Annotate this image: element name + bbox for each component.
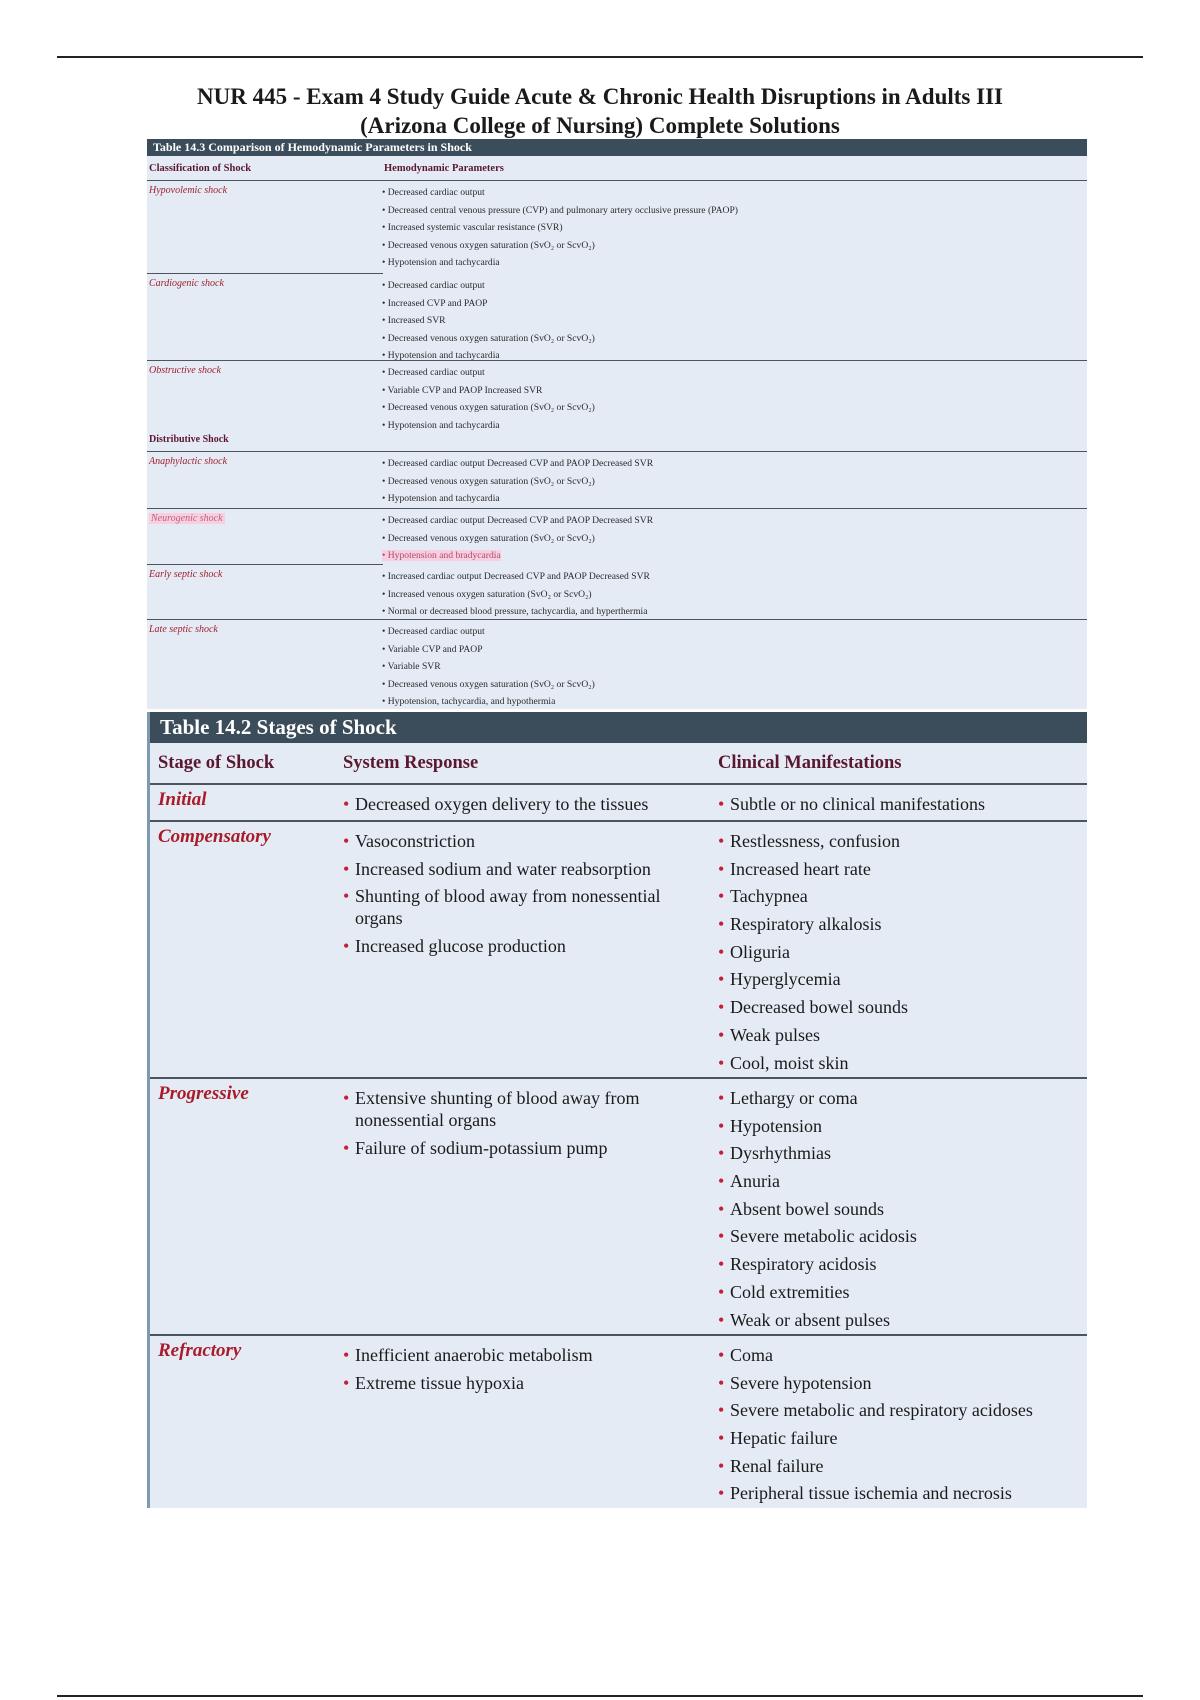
clinical-manifestation-item: • Tachypnea [718, 885, 1087, 907]
clinical-manifestation-item: • Hypotension [718, 1115, 1087, 1137]
parameter-item: • Normal or decreased blood pressure, tachycardia, and hyperthermia [382, 606, 648, 618]
clinical-manifestation-item: • Coma [718, 1344, 1087, 1366]
parameter-list [147, 565, 1087, 623]
parameter-item: • Variable SVR [382, 661, 441, 673]
column-header-system-response: System Response [343, 753, 479, 773]
parameter-item: • Decreased cardiac output [382, 187, 485, 198]
document-title-line-2: (Arizona College of Nursing) Complete Solutions [360, 113, 840, 138]
system-response-item: • Increased glucose production [343, 935, 708, 957]
stage-row-compensatory [150, 822, 1087, 1079]
clinical-manifestation-item: • Weak or absent pulses [718, 1309, 1087, 1331]
parameter-item: • Decreased cardiac output [382, 367, 485, 378]
system-response-item: • Vasoconstriction [343, 830, 708, 852]
parameter-item: • Increased systemic vascular resistance (SVR) [382, 222, 563, 234]
table-row-cardiogenic [147, 274, 1087, 361]
stage-name: Refractory [158, 1340, 242, 1361]
parameter-list [147, 361, 1087, 436]
clinical-manifestation-item: • Increased heart rate [718, 858, 1087, 880]
parameter-list [147, 181, 1087, 274]
system-response-item: • Failure of sodium-potassium pump [343, 1137, 708, 1159]
top-rule [57, 56, 1143, 58]
parameter-item: • Increased SVR [382, 315, 446, 327]
stage-row-refractory [150, 1336, 1087, 1508]
parameter-item: • Hypotension and tachycardia [382, 350, 500, 362]
parameter-item: • Increased CVP and PAOP [382, 297, 488, 309]
clinical-manifestation-item: • Weak pulses [718, 1024, 1087, 1046]
table-14-3-caption: Table 14.3 Comparison of Hemodynamic Parameters in Shock [147, 139, 1087, 156]
clinical-manifestations-list [718, 1344, 1087, 1508]
document-title [0, 82, 1200, 140]
table-14-2-header-row [150, 743, 1087, 785]
parameter-item: • Hypotension and tachycardia [382, 493, 500, 505]
parameter-item: • Decreased venous oxygen saturation (SvO₂ or ScvO₂) [382, 332, 595, 344]
parameter-item: • Decreased venous oxygen saturation (SvO₂ or ScvO₂) [382, 239, 595, 251]
clinical-manifestation-item: • Decreased bowel sounds [718, 996, 1087, 1018]
clinical-manifestations-list [718, 793, 1087, 821]
clinical-manifestation-item: • Lethargy or coma [718, 1087, 1087, 1109]
clinical-manifestation-item: • Dysrhythmias [718, 1142, 1087, 1164]
shock-classification: Early septic shock [149, 569, 223, 580]
system-response-item: • Extreme tissue hypoxia [343, 1372, 708, 1394]
table-row-distributive-section [147, 433, 1087, 452]
parameter-item: • Decreased cardiac output [382, 280, 485, 291]
system-response-item: • Increased sodium and water reabsorption [343, 858, 708, 880]
table-row-obstructive [147, 361, 1087, 433]
parameter-list [147, 274, 1087, 367]
clinical-manifestation-item: • Renal failure [718, 1455, 1087, 1477]
clinical-manifestation-item: • Respiratory alkalosis [718, 913, 1087, 935]
table-row-anaphylactic [147, 452, 1087, 509]
system-response-item: • Decreased oxygen delivery to the tissues [343, 793, 708, 815]
clinical-manifestation-item: • Oliguria [718, 941, 1087, 963]
table-row-late-septic [147, 620, 1087, 709]
parameter-item: • Decreased central venous pressure (CVP) and pulmonary artery occlusive pressure (PAOP) [382, 204, 738, 216]
parameter-item: • Decreased venous oxygen saturation (SvO₂ or ScvO₂) [382, 475, 595, 487]
shock-classification: Cardiogenic shock [149, 278, 224, 289]
stage-row-initial [150, 785, 1087, 822]
system-response-item: • Inefficient anaerobic metabolism [343, 1344, 708, 1366]
stage-name: Compensatory [158, 826, 271, 847]
table-14-2-stages-of-shock [147, 712, 1087, 1508]
parameter-item: • Variable CVP and PAOP [382, 643, 483, 655]
parameter-item: • Increased venous oxygen saturation (SvO₂ or ScvO₂) [382, 588, 592, 600]
parameter-item: • Variable CVP and PAOP Increased SVR [382, 384, 543, 396]
parameter-list [147, 452, 1087, 510]
shock-classification: Anaphylactic shock [149, 456, 228, 467]
clinical-manifestations-list [718, 830, 1087, 1079]
shock-classification: Obstructive shock [149, 365, 221, 376]
parameter-item: • Decreased venous oxygen saturation (SvO₂ or ScvO₂) [382, 402, 595, 414]
clinical-manifestation-item: • Subtle or no clinical manifestations [718, 793, 1087, 815]
parameter-item: • Decreased cardiac output [382, 626, 485, 637]
parameter-item: • Decreased cardiac output Decreased CVP and PAOP Decreased SVR [382, 458, 654, 469]
clinical-manifestation-item: • Hepatic failure [718, 1427, 1087, 1449]
shock-classification-highlighted: Neurogenic shock [151, 513, 223, 524]
table-row-neurogenic [147, 509, 1087, 565]
clinical-manifestation-item: • Cold extremities [718, 1281, 1087, 1303]
column-header-stage: Stage of Shock [158, 753, 275, 773]
section-heading: Distributive Shock [149, 434, 229, 445]
clinical-manifestation-item: • Severe metabolic acidosis [718, 1225, 1087, 1247]
bottom-rule [57, 1695, 1143, 1697]
parameter-item: • Hypotension and tachycardia [382, 257, 500, 269]
clinical-manifestation-item: • Cool, moist skin [718, 1052, 1087, 1074]
clinical-manifestations-list [718, 1087, 1087, 1336]
column-header-classification: Classification of Shock [149, 163, 252, 174]
clinical-manifestation-item: • Respiratory acidosis [718, 1253, 1087, 1275]
parameter-item: • Hypotension, tachycardia, and hypothermia [382, 696, 556, 708]
column-header-parameters: Hemodynamic Parameters [384, 163, 504, 174]
clinical-manifestation-item: • Absent bowel sounds [718, 1198, 1087, 1220]
highlight-mark: • Hypotension and bradycardia [382, 550, 501, 562]
clinical-manifestation-item: • Peripheral tissue ischemia and necrosis [718, 1482, 1087, 1504]
column-header-clinical-manifestations: Clinical Manifestations [718, 753, 902, 773]
system-response-list [343, 793, 708, 821]
shock-classification: Late septic shock [149, 624, 218, 635]
table-14-2-caption: Table 14.2 Stages of Shock [150, 712, 1087, 743]
parameter-item: • Decreased venous oxygen saturation (SvO₂ or ScvO₂) [382, 532, 595, 544]
system-response-list [343, 1344, 708, 1399]
system-response-item: • Shunting of blood away from nonessential organs [343, 885, 708, 929]
stage-name: Progressive [158, 1083, 249, 1104]
parameter-item: • Decreased cardiac output Decreased CVP and PAOP Decreased SVR [382, 515, 654, 526]
system-response-item: • Extensive shunting of blood away from nonessential organs [343, 1087, 708, 1131]
parameter-item: • Increased cardiac output Decreased CVP and PAOP Decreased SVR [382, 571, 650, 582]
stage-row-progressive [150, 1079, 1087, 1336]
document-title-line-1: NUR 445 - Exam 4 Study Guide Acute & Chronic Health Disruptions in Adults III [197, 84, 1003, 109]
clinical-manifestation-item: • Severe metabolic and respiratory acidoses [718, 1399, 1087, 1421]
parameter-item-highlighted [382, 547, 1087, 565]
table-14-3-header-row [147, 156, 1087, 181]
shock-classification: Hypovolemic shock [149, 185, 228, 196]
table-row-hypovolemic [147, 181, 1087, 274]
stage-name: Initial [158, 789, 207, 810]
system-response-list [343, 1087, 708, 1164]
clinical-manifestation-item: • Hyperglycemia [718, 968, 1087, 990]
parameter-item: • Hypotension and tachycardia [382, 419, 500, 431]
parameter-list [147, 620, 1087, 709]
table-row-early-septic [147, 565, 1087, 620]
parameter-list [147, 509, 1087, 567]
system-response-list [343, 830, 708, 963]
table-14-3-hemodynamic-parameters [147, 139, 1087, 709]
clinical-manifestation-item: • Severe hypotension [718, 1372, 1087, 1394]
clinical-manifestation-item: • Restlessness, confusion [718, 830, 1087, 852]
clinical-manifestation-item: • Anuria [718, 1170, 1087, 1192]
parameter-item: • Decreased venous oxygen saturation (SvO₂ or ScvO₂) [382, 678, 595, 690]
